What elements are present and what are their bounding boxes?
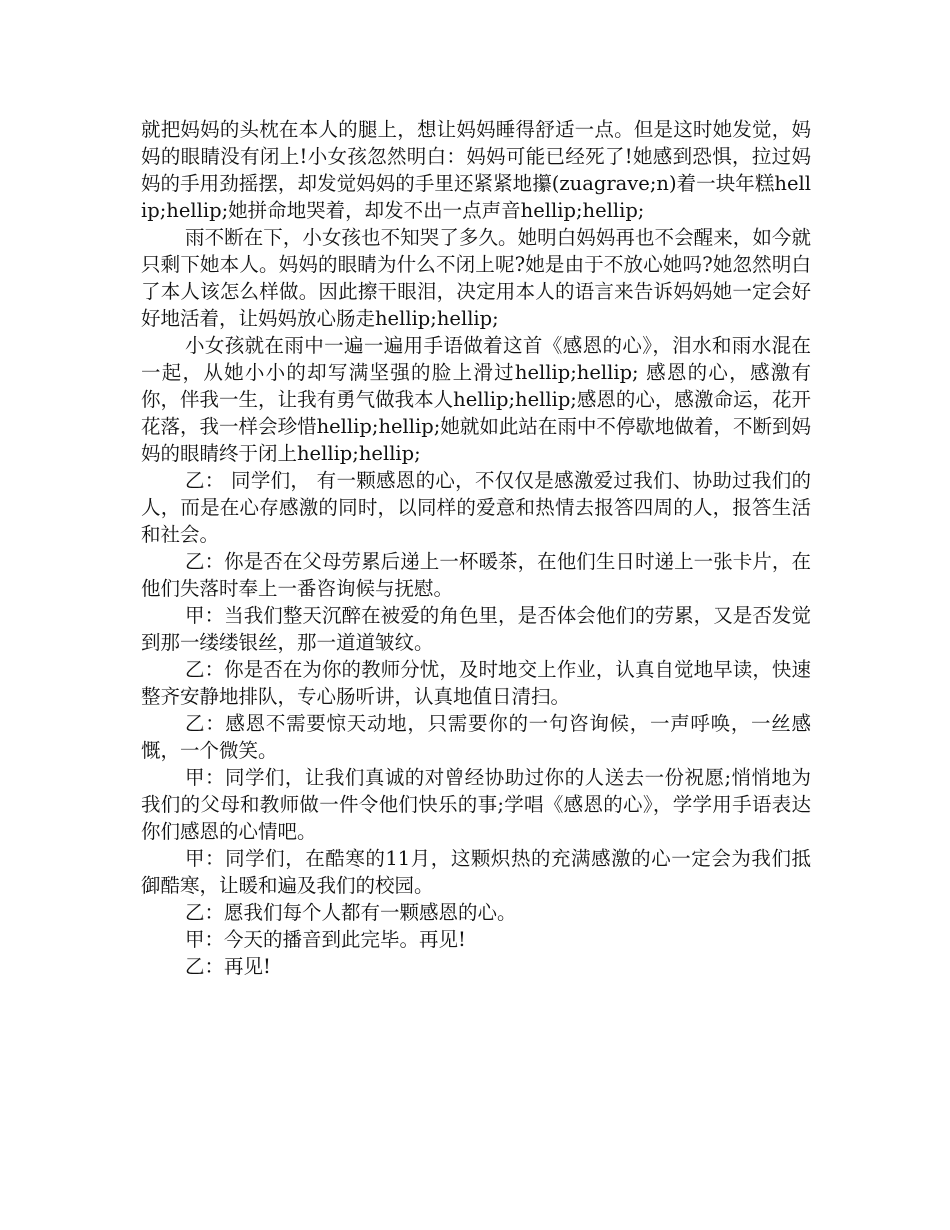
paragraph-dialogue-9: 甲：今天的播音到此完毕。再见!: [185, 928, 466, 951]
paragraph-story-2: 雨不断在下，小女孩也不知哭了多久。她明白妈妈再也不会醒来，如今就只剩下她本人。妈妈的眼睛为什么不闭上呢?她是由于不放心她吗?她忽然明白了本人该怎么样做。因此擦干眼泪，决定用本人的语言来告诉妈妈她一定会好好地活着，让妈妈放心肠走hellip;hellip;: [141, 226, 811, 330]
paragraph-dialogue-3: 甲：当我们整天沉醉在被爱的角色里，是否体会他们的劳累，又是否发觉到那一缕缕银丝，那一道道皱纹。: [141, 604, 811, 654]
paragraph-story-3: 小女孩就在雨中一遍一遍用手语做着这首《感恩的心》，泪水和雨水混在一起，从她小小的却写满坚强的脸上滑过hellip;hellip; 感恩的心，感激有你，伴我一生，让我有勇气做我本人hellip;hellip;感恩的心，感激命运，花开花落，我一样会珍惜hellip;hellip;她就如此站在雨中不停歇地做着，不断到妈妈的眼睛终于闭上hellip;hellip;: [141, 334, 811, 465]
paragraph-dialogue-7: 甲：同学们，在酷寒的11月，这颗炽热的充满感激的心一定会为我们抵御酷寒，让暖和遍及我们的校园。: [141, 847, 811, 897]
paragraph-story-1: 就把妈妈的头枕在本人的腿上，想让妈妈睡得舒适一点。但是这时她发觉，妈妈的眼睛没有闭上!小女孩忽然明白：妈妈可能已经死了!她感到恐惧，拉过妈妈的手用劲摇摆，却发觉妈妈的手里还紧紧地攥(zuagrave;n)着一块年糕hellip;hellip;她拼命地哭着，却发不出一点声音hellip;hellip;: [141, 118, 811, 222]
paragraph-dialogue-2: 乙：你是否在父母劳累后递上一杯暖茶，在他们生日时递上一张卡片，在他们失落时奉上一番咨询候与抚慰。: [141, 550, 811, 600]
paragraph-dialogue-1: 乙： 同学们， 有一颗感恩的心，不仅仅是感激爱过我们、协助过我们的人，而是在心存感激的同时，以同样的爱意和热情去报答四周的人，报答生活和社会。: [141, 469, 811, 546]
document-page: [141, 116, 811, 980]
paragraph-dialogue-6: 甲：同学们，让我们真诚的对曾经协助过你的人送去一份祝愿;悄悄地为我们的父母和教师做一件令他们快乐的事;学唱《感恩的心》，学学用手语表达你们感恩的心情吧。: [141, 766, 811, 843]
paragraph-dialogue-8: 乙：愿我们每个人都有一颗感恩的心。: [185, 901, 517, 924]
paragraph-dialogue-10: 乙：再见!: [185, 955, 271, 978]
paragraph-dialogue-5: 乙：感恩不需要惊天动地，只需要你的一句咨询候，一声呼唤，一丝感慨，一个微笑。: [141, 712, 811, 762]
paragraph-dialogue-4: 乙：你是否在为你的教师分忧，及时地交上作业，认真自觉地早读，快速整齐安静地排队，专心肠听讲，认真地值日清扫。: [141, 658, 811, 708]
